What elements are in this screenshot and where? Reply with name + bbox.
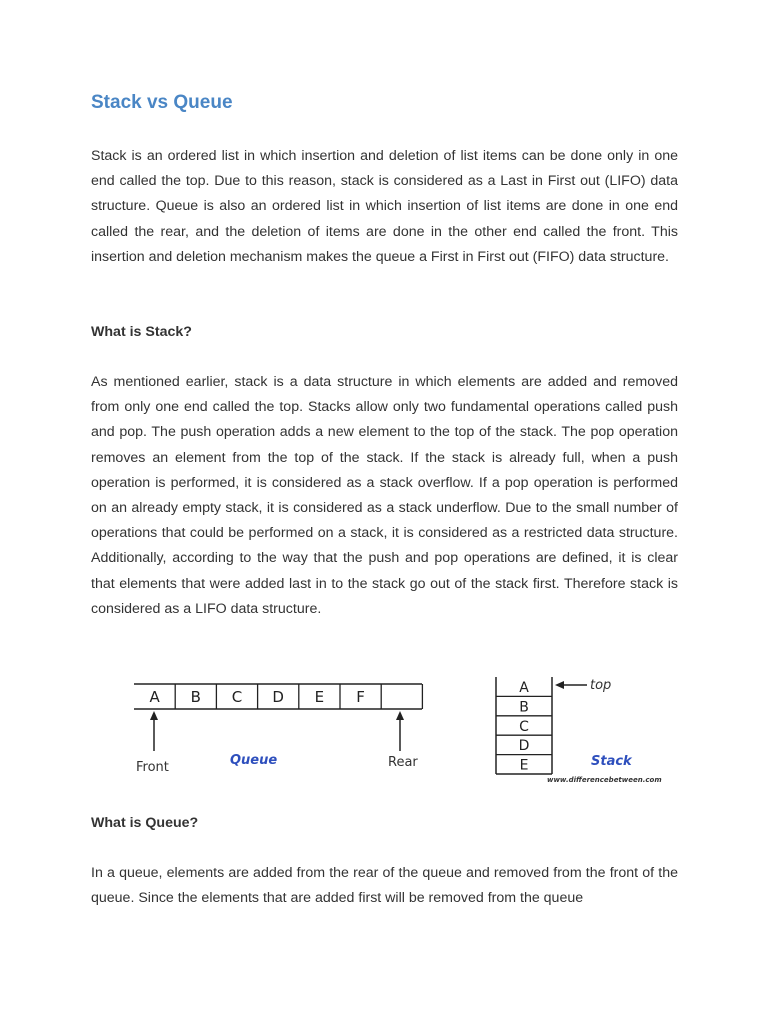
page-title: Stack vs Queue: [91, 92, 233, 113]
top-arrow-head: [555, 681, 564, 689]
queue-cell-label: A: [149, 688, 160, 706]
queue-section-paragraph: In a queue, elements are added from the rear of the queue and removed from the front of the queue. Since the elements that are added first will be removed from the queue: [91, 865, 678, 907]
stack-queue-diagram: [130, 673, 670, 793]
queue-cell-label: E: [314, 688, 325, 706]
rear-arrow-head: [396, 711, 404, 720]
queue-cell-label: C: [231, 688, 243, 706]
stack-cell-label: B: [519, 699, 529, 716]
intro-paragraph: Stack is an ordered list in which insertion and deletion of list items can be done only in one end called the top. Due to this reason, stack is considered as a Last in First out (LIFO) data structure. Queue is also an ordered list in which insertion of list items are done in one end called the rear, and the deletion of items are done in the other end called the front. This insertion and deletion mechanism makes the queue a First in First out (FIFO) data structure.: [91, 148, 678, 265]
stack-queue-figure: [130, 673, 670, 793]
stack-section-paragraph: As mentioned earlier, stack is a data structure in which elements are added and removed from only one end called the top. Stacks allow only two fundamental operations called push and pop. The push operation adds a new element to the top of the stack. The pop operation removes an element from the top of the stack. If the stack is already full, when a push operation is performed, it is considered as a stack overflow. If a pop operation is performed on an already empty stack, it is considered as a stack underflow. Due to the small number of operations that could be performed on a stack, it is considered as a restricted data structure. Additionally, according to the way that the push and pop operations are defined, it is clear that elements that were added last in to the stack go out of the stack first. Therefore stack is considered as a LIFO data structure.: [91, 374, 678, 617]
stack-cell-label: E: [519, 757, 529, 774]
stack-cell-label: D: [518, 738, 530, 755]
front-arrow-head: [150, 711, 158, 720]
queue-cell-label: F: [356, 688, 365, 706]
queue-caption: Queue: [230, 753, 278, 768]
queue-cell-label: B: [190, 688, 201, 706]
stack-cells: [496, 680, 552, 774]
top-label: top: [590, 678, 612, 693]
front-label: Front: [136, 760, 169, 775]
queue-section-heading: What is Queue?: [91, 815, 199, 831]
watermark-text: www.differencebetween.com: [547, 776, 662, 784]
stack-caption: Stack: [591, 754, 632, 769]
stack-section-heading: What is Stack?: [91, 324, 192, 340]
stack-cell-label: C: [519, 718, 529, 735]
rear-label: Rear: [388, 755, 418, 770]
queue-cell-label: D: [272, 688, 284, 706]
queue-cells: [149, 684, 422, 709]
stack-cell-label: A: [519, 680, 529, 696]
